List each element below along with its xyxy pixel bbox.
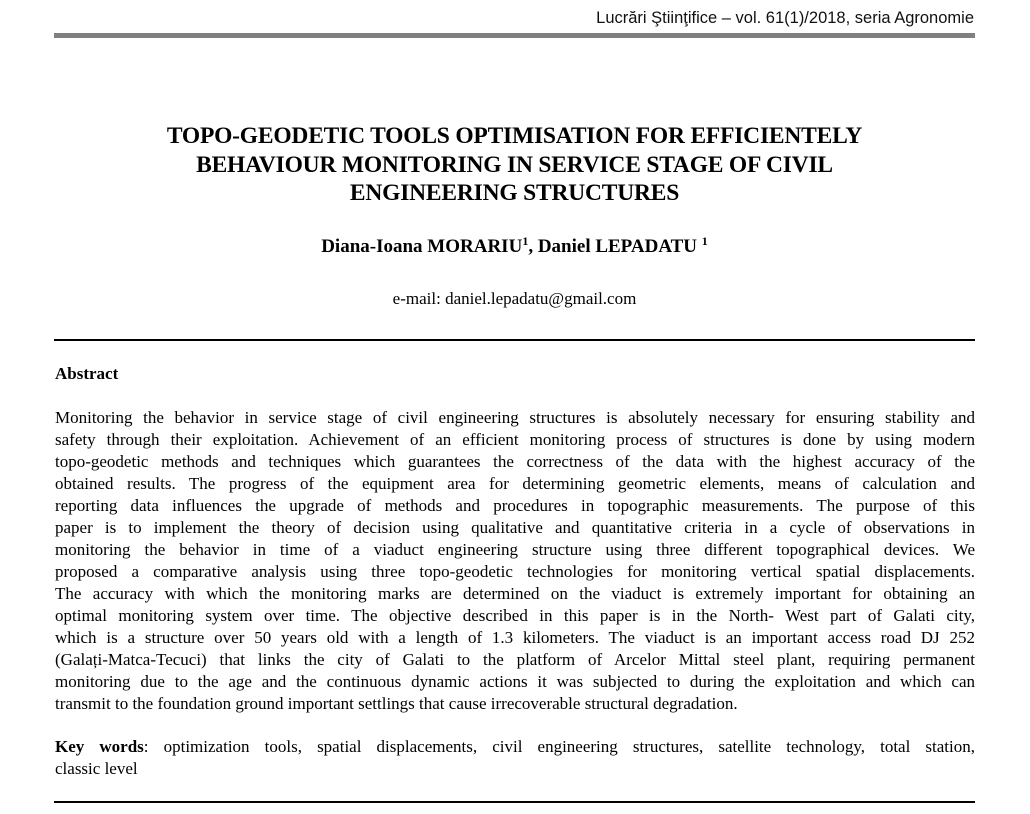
abstract-line: topo-geodetic methods and techniques which guarantees the correctness of the data with the highest accuracy of the [55,452,975,471]
author-separator: , [528,236,538,257]
keywords [55,736,975,780]
section-divider [54,339,975,341]
paper-title [54,122,975,208]
keywords-label: Key words [55,737,144,756]
author-affiliation: 1 [701,234,708,248]
abstract-line: paper is to implement the theory of decision using qualitative and quantitative criteria in a cycle of observations in [55,518,975,537]
abstract-line: monitoring due to the age and the continuous dynamic actions it was subjected to during the exploitation and which can [55,672,975,691]
abstract-line: obtained results. The progress of the equipment area for determining geometric elements, means of calculation and [55,474,975,493]
title-line: TOPO-GEODETIC TOOLS OPTIMISATION FOR EFFICIENTELY [166,123,863,149]
abstract-line: monitoring the behavior in time of a viaduct engineering structure using three different topographical devices. We [55,540,975,559]
author-list [54,236,975,258]
abstract-line: safety through their exploitation. Achievement of an efficient monitoring process of structures is done by using modern [55,430,975,449]
abstract-body [55,407,975,715]
header-rule [54,33,975,38]
contact-email: e-mail: daniel.lepadatu@gmail.com [392,289,637,308]
abstract-heading: Abstract [55,364,119,383]
keywords-line [55,736,975,758]
running-head: Lucrări Ştiinţifice – vol. 61(1)/2018, seria Agronomie [596,9,974,27]
keywords-line: classic level [55,759,138,778]
section-divider [54,801,975,803]
abstract-line: reporting data influences the upgrade of methods and procedures in topographic measurements. The purpose of this [55,496,975,515]
abstract-line: (Galați-Matca-Tecuci) that links the city of Galati to the platform of Arcelor Mittal steel plant, requiring permanent [55,650,975,669]
author-name: Diana-Ioana MORARIU [321,236,523,257]
abstract-line: proposed a comparative analysis using three topo-geodetic technologies for monitoring vertical spatial displacements. [55,562,975,581]
keywords-text: : optimization tools, spatial displacements, civil engineering structures, satellite technology, total station, [143,737,975,756]
abstract-line: which is a structure over 50 years old with a length of 1.3 kilometers. The viaduct is an important access road DJ 252 [55,628,975,647]
abstract-line: The accuracy with which the monitoring marks are determined on the viaduct is extremely important for obtaining an [55,584,975,603]
abstract-line: optimal monitoring system over time. The objective described in this paper is in the North- West part of Galati city, [55,606,975,625]
author-name: Daniel LEPADATU [537,236,702,257]
abstract-line: Monitoring the behavior in service stage of civil engineering structures is absolutely necessary for ensuring stability and [55,408,975,427]
title-line: BEHAVIOUR MONITORING IN SERVICE STAGE OF CIVIL [196,151,833,178]
author-affiliation: 1 [522,234,529,248]
abstract-line: transmit to the foundation ground important settlings that cause irrecoverable structural degradation. [55,694,738,713]
title-line: ENGINEERING STRUCTURES [349,180,680,206]
